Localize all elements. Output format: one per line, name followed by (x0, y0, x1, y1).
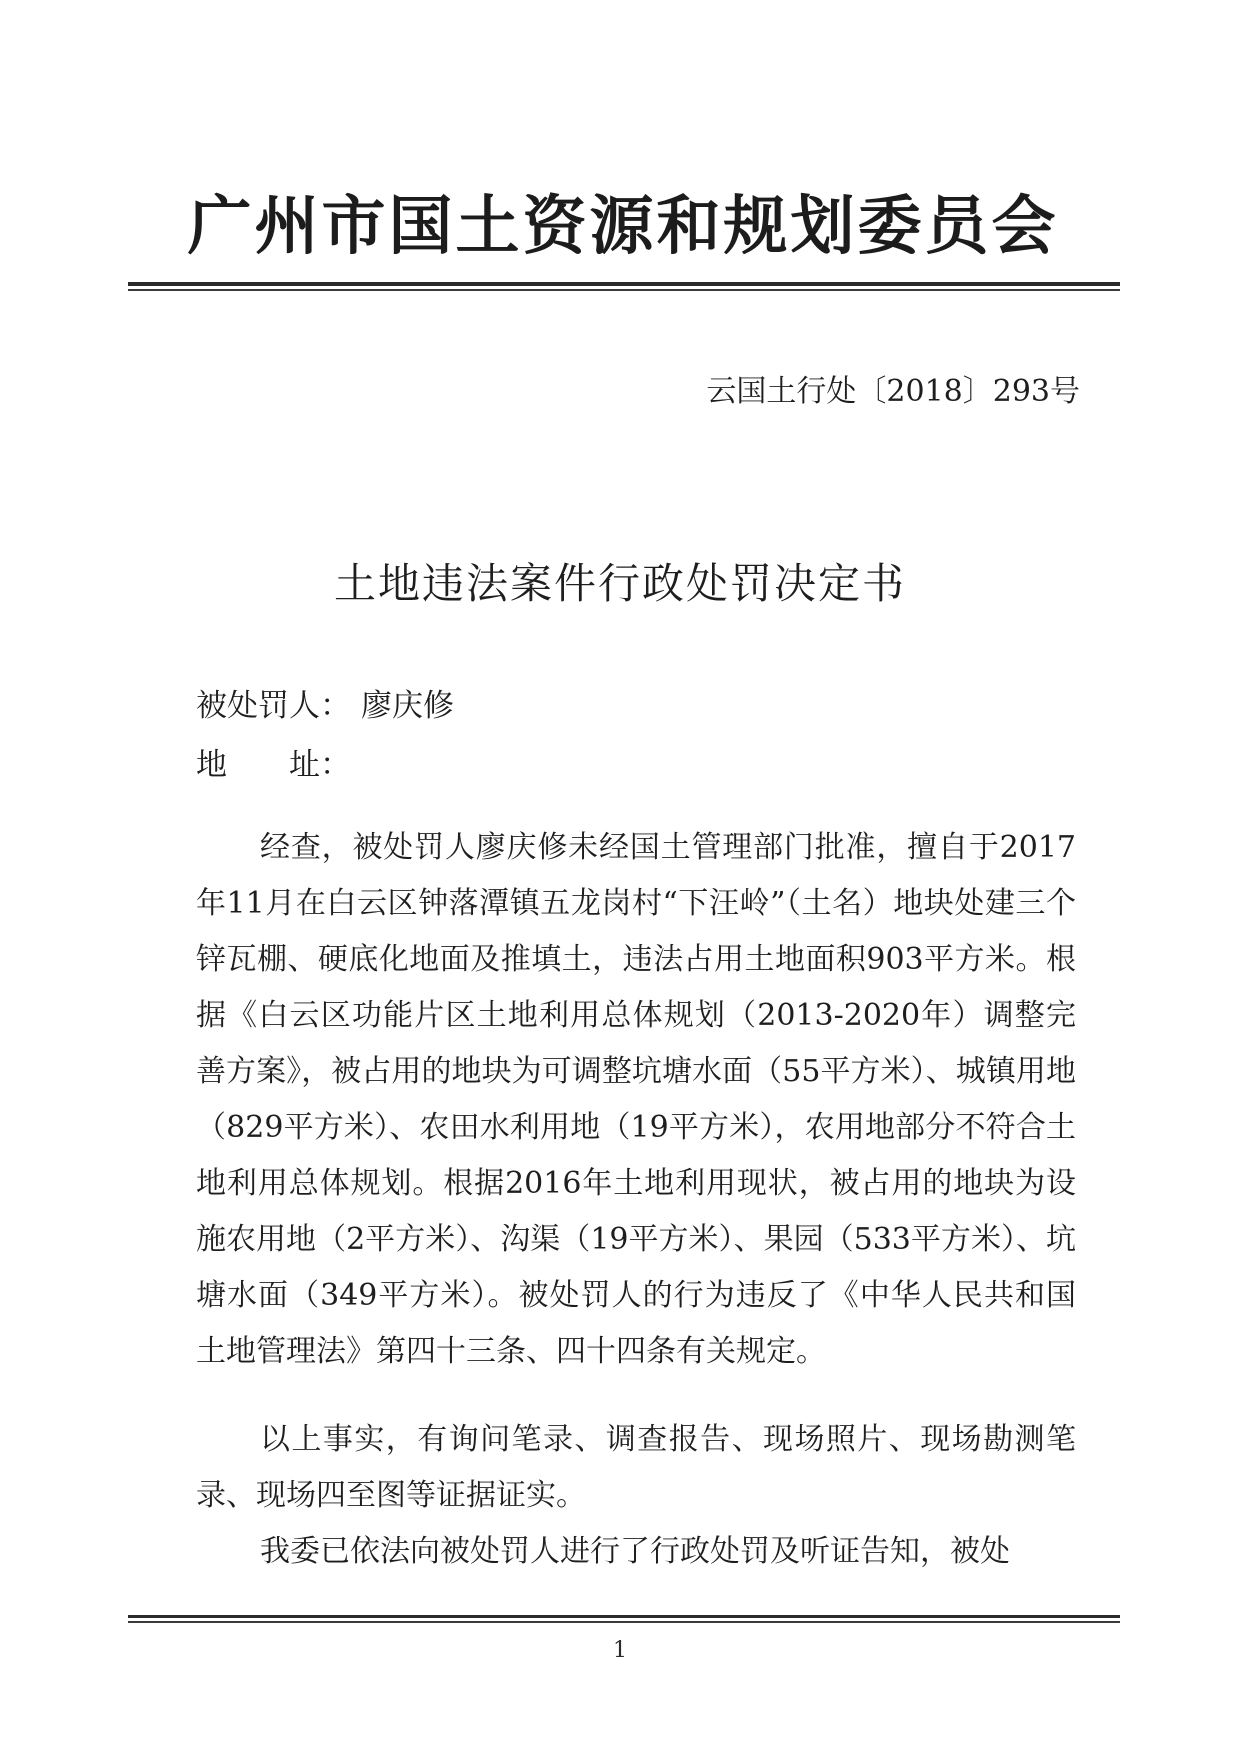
paragraph-text: 经查，被处罚人廖庆修未经国土管理部门批准，擅自于2017年11月在白云区钟落潭镇五龙岗村“下汪岭”（土名）地块处建三个锌瓦棚、硬底化地面及推填土，违法占用土地面积903平方米。根据《白云区功能片区土地利用总体规划（2013-2020年）调整完善方案》，被占用的地块为可调整坑塘水面（55平方米）、城镇用地（829平方米）、农田水利用地（19平方米），农用地部分不符合土地利用总体规划。根据2016年土地利用现状，被占用的地块为设施农用地（2平方米）、沟渠（19平方米）、果园（533平方米）、坑塘水面（349平方米）。被处罚人的行为违反了《中华人民共和国土地管理法》第四十三条、四十四条有关规定。 (196, 830, 1076, 1369)
document-title: 土地违法案件行政处罚决定书 (333, 559, 906, 608)
address-row (196, 747, 358, 783)
body-paragraph-evidence (196, 1412, 1076, 1524)
address-label: 地 址： (196, 747, 351, 783)
masthead-rule (128, 282, 1120, 291)
document-number: 云国土行处〔2018〕293号 (706, 374, 1080, 409)
penalized-party-row (196, 688, 454, 724)
footer-rule (128, 1615, 1120, 1623)
page-number: 1 (613, 1638, 627, 1663)
paragraph-text: 我委已依法向被处罚人进行了行政处罚及听证告知，被处 (260, 1534, 1010, 1569)
body-paragraph-notice (196, 1524, 1076, 1580)
body-paragraph-findings (196, 820, 1076, 1380)
masthead-title: 广州市国土资源和规划委员会 (187, 189, 1059, 264)
paragraph-text: 以上事实，有询问笔录、调查报告、现场照片、现场勘测笔录、现场四至图等证据证实。 (196, 1422, 1076, 1513)
penalized-party-label: 被处罚人： (196, 688, 351, 724)
penalized-party-value: 廖庆修 (361, 688, 454, 724)
